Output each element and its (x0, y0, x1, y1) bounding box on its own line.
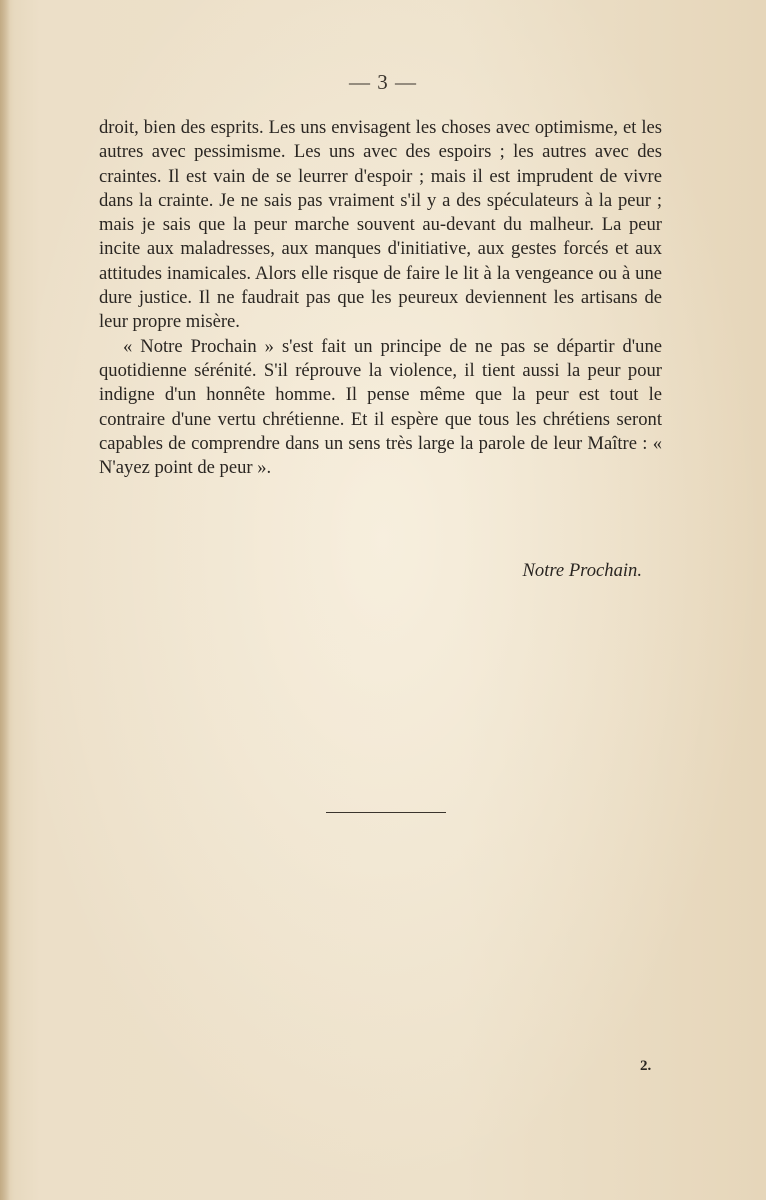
page-number: — 3 — (349, 70, 417, 94)
section-divider (326, 812, 446, 813)
body-text (99, 116, 662, 480)
paragraph-1: droit, bien des esprits. Les uns envisagent les choses avec optimisme, et les autres avec pessimisme. Les uns avec des espoirs ; les autres avec des craintes. Il est vain de se leurrer d'espoir ; mais il est imprudent de vivre dans la crainte. Je ne sais pas vraiment s'il y a des spéculateurs à la peur ; mais je sais que la peur marche souvent au-devant du malheur. La peur incite aux maladresses, aux manques d'initiative, aux gestes forcés et aux attitudes inamicales. Alors elle risque de faire le lit à la vengeance ou à une dure justice. Il ne faudrait pas que les peureux deviennent les artisans de leur propre misère. (99, 117, 662, 333)
signature: Notre Prochain. (522, 560, 642, 581)
sheet-mark: 2. (640, 1058, 652, 1074)
paragraph-2: « Notre Prochain » s'est fait un principe de ne pas se départir d'une quotidienne sérénité. S'il réprouve la violence, il tient aussi la peur pour indigne d'un honnête homme. Il pense même que la peur est tout le contraire d'une vertu chrétienne. Et il espère que tous les chrétiens seront capables de comprendre dans un sens très large la parole de leur Maître : « N'ayez point de peur ». (99, 335, 662, 479)
